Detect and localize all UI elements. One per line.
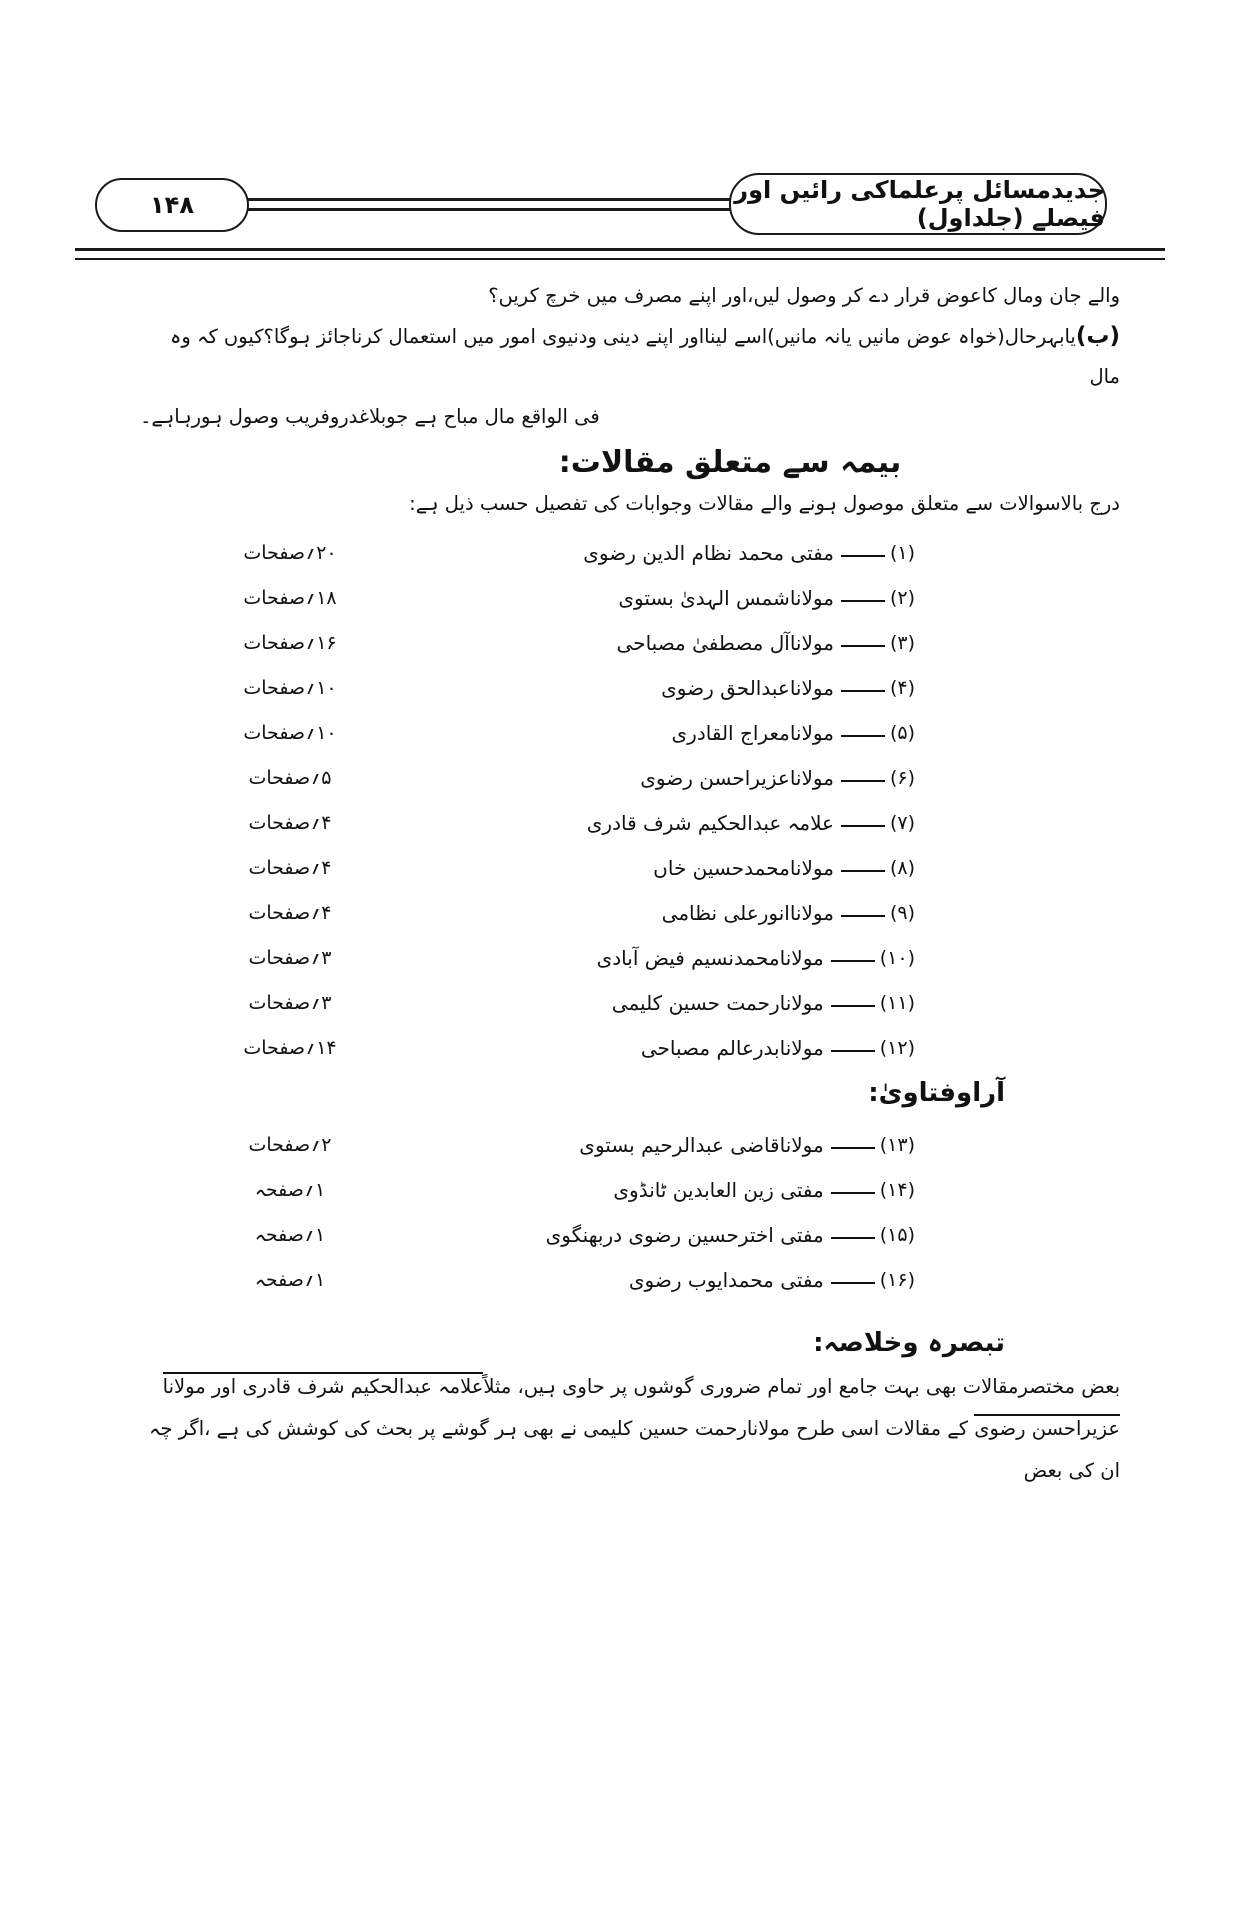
summary-line-1	[140, 1366, 1120, 1408]
summary-line-2-text: کے مقالات اسی طرح مولانارحمت حسین کلیمی نے بھی ہر گوشے پر بحث کی کوشش کی ہے ،اگر چہ ان کی بعض	[148, 1417, 1120, 1482]
entry-number: (۱۱)	[879, 991, 915, 1014]
articles-intro-line: درج بالاسوالات سے متعلق موصول ہونے والے مقالات وجوابات کی تفصیل حسب ذیل ہے:	[409, 492, 1120, 515]
entry-name: مفتی محمدایوب رضوی	[628, 1267, 824, 1292]
entry-number: (۱۳)	[879, 1133, 915, 1156]
entry-pages: ۴؍صفحات	[248, 856, 332, 879]
entry-name: مولانارحمت حسین کلیمی	[611, 990, 824, 1015]
page-number: ۱۴۸	[150, 191, 194, 219]
intro-line-1: والے جان ومال کاعوض قرار دے کر وصول لیں،اور اپنے مصرف میں خرچ کریں؟	[488, 284, 1120, 307]
entry-number: (۱)	[889, 541, 915, 564]
entry-number: (۹)	[889, 901, 915, 924]
list-item	[140, 530, 1120, 575]
leader-line	[831, 1282, 875, 1284]
entry-pages: ۱؍صفحہ	[254, 1178, 326, 1201]
paragraph-b-text: یابہرحال(خواہ عوض مانیں یانہ مانیں)اسے لینااور اپنے دینی ودنیوی امور میں استعمال کرناجائز ہوگا؟کیوں کہ وہ مال	[169, 325, 1120, 388]
entry-number: (۱۰)	[879, 946, 915, 969]
articles-list	[140, 530, 1120, 1070]
entry-number: (۱۴)	[879, 1178, 915, 1201]
entry-pages: ۱۶؍صفحات	[243, 631, 337, 654]
entry-pages: ۲؍صفحات	[248, 1133, 332, 1156]
page-body	[0, 260, 1240, 1492]
entry-pages: ۵؍صفحات	[248, 766, 332, 789]
list-item	[140, 575, 1120, 620]
leader-line	[841, 780, 885, 782]
entry-pages: ۱۰؍صفحات	[243, 676, 337, 699]
list-item	[140, 935, 1120, 980]
leader-line	[831, 960, 875, 962]
page-number-badge	[95, 178, 249, 232]
entry-name: مولاناعبدالحق رضوی	[661, 675, 834, 700]
list-item	[140, 1212, 1120, 1257]
leader-line	[841, 690, 885, 692]
book-title-cartouche	[729, 173, 1107, 235]
leader-line	[841, 870, 885, 872]
entry-pages: ۱۰؍صفحات	[243, 721, 337, 744]
entry-name: مولاناشمس الہدیٰ بستوی	[618, 585, 834, 610]
entry-name: مفتی زین العابدین ٹانڈوی	[613, 1177, 824, 1202]
opinions-section-heading: آراوفتاویٰ:	[868, 1078, 1005, 1108]
entry-pages: ۱۸؍صفحات	[243, 586, 337, 609]
leader-line	[841, 915, 885, 917]
leader-line	[831, 1192, 875, 1194]
summary-line-2	[140, 1408, 1120, 1492]
paragraph-b-line-2: فی الواقع مال مباح ہے جوبلاغدروفریب وصول ہورہاہے۔	[140, 405, 600, 428]
entry-pages: ۴؍صفحات	[248, 901, 332, 924]
summary-line-2-marked-name: عزیراحسن رضوی	[974, 1414, 1120, 1440]
entry-name: مولاناقاضی عبدالرحیم بستوی	[579, 1132, 824, 1157]
page-header	[0, 172, 1240, 236]
entry-pages: ۱؍صفحہ	[254, 1223, 326, 1246]
entry-pages: ۱؍صفحہ	[254, 1268, 326, 1291]
entry-name: مولانامحمدنسیم فیض آبادی	[596, 945, 824, 970]
paragraph-b-marker: (ب)	[1075, 323, 1120, 349]
summary-section-heading: تبصرہ وخلاصہ:	[813, 1328, 1005, 1358]
list-item	[140, 890, 1120, 935]
list-item	[140, 755, 1120, 800]
entry-number: (۱۶)	[879, 1268, 915, 1291]
entry-name: مفتی اخترحسین رضوی دربھنگوی	[545, 1222, 824, 1247]
leader-line	[841, 555, 885, 557]
list-item	[140, 845, 1120, 890]
entry-name: مولانامحمدحسین خاں	[653, 855, 834, 880]
entry-pages: ۲۰؍صفحات	[243, 541, 337, 564]
entry-name: مولاناانورعلی نظامی	[661, 900, 834, 925]
list-item	[140, 1167, 1120, 1212]
list-item	[140, 980, 1120, 1025]
list-item	[140, 1257, 1120, 1302]
entry-name: مفتی محمد نظام الدین رضوی	[583, 540, 834, 565]
leader-line	[841, 735, 885, 737]
entry-name: مولانابدرعالم مصباحی	[640, 1035, 824, 1060]
list-item	[140, 665, 1120, 710]
entry-number: (۸)	[889, 856, 915, 879]
summary-line-1-marked-names: علامہ عبدالحکیم شرف قادری اور مولانا	[163, 1372, 484, 1398]
entry-number: (۱۲)	[879, 1036, 915, 1059]
entry-pages: ۳؍صفحات	[248, 991, 332, 1014]
articles-section-heading-text: بیمہ سے متعلق مقالات:	[558, 445, 902, 480]
entry-number: (۷)	[889, 811, 915, 834]
leader-line	[831, 1005, 875, 1007]
entry-pages: ۴؍صفحات	[248, 811, 332, 834]
leader-line	[831, 1237, 875, 1239]
leader-line	[841, 825, 885, 827]
leader-line	[841, 600, 885, 602]
header-double-rule	[75, 248, 1165, 260]
leader-line	[831, 1147, 875, 1149]
entry-number: (۴)	[889, 676, 915, 699]
leader-line	[841, 645, 885, 647]
entry-name: مولاناعزیراحسن رضوی	[640, 765, 834, 790]
list-item	[140, 800, 1120, 845]
entry-pages: ۳؍صفحات	[248, 946, 332, 969]
list-item	[140, 1122, 1120, 1167]
leader-line	[831, 1050, 875, 1052]
list-item	[140, 620, 1120, 665]
entry-pages: ۱۴؍صفحات	[243, 1036, 337, 1059]
entry-number: (۳)	[889, 631, 915, 654]
opinions-list	[140, 1122, 1120, 1302]
book-title: جدیدمسائل پرعلماکی رائیں اور فیصلے (جلداول)	[734, 176, 1105, 232]
paragraph-b	[140, 316, 1120, 397]
entry-name: مولاناآلِ مصطفیٰ مصباحی	[616, 630, 834, 655]
entry-number: (۶)	[889, 766, 915, 789]
entry-name: مولانامعراج القادری	[671, 720, 834, 745]
list-item	[140, 710, 1120, 755]
entry-number: (۲)	[889, 586, 915, 609]
summary-line-1-text: بعض مختصرمقالات بھی بہت جامع اور تمام ضروری گوشوں پر حاوی ہیں، مثلاً	[483, 1375, 1120, 1398]
entry-name: علامہ عبدالحکیم شرف قادری	[586, 810, 834, 835]
entry-number: (۵)	[889, 721, 915, 744]
entry-number: (۱۵)	[879, 1223, 915, 1246]
articles-section-heading	[140, 445, 1120, 480]
list-item	[140, 1025, 1120, 1070]
